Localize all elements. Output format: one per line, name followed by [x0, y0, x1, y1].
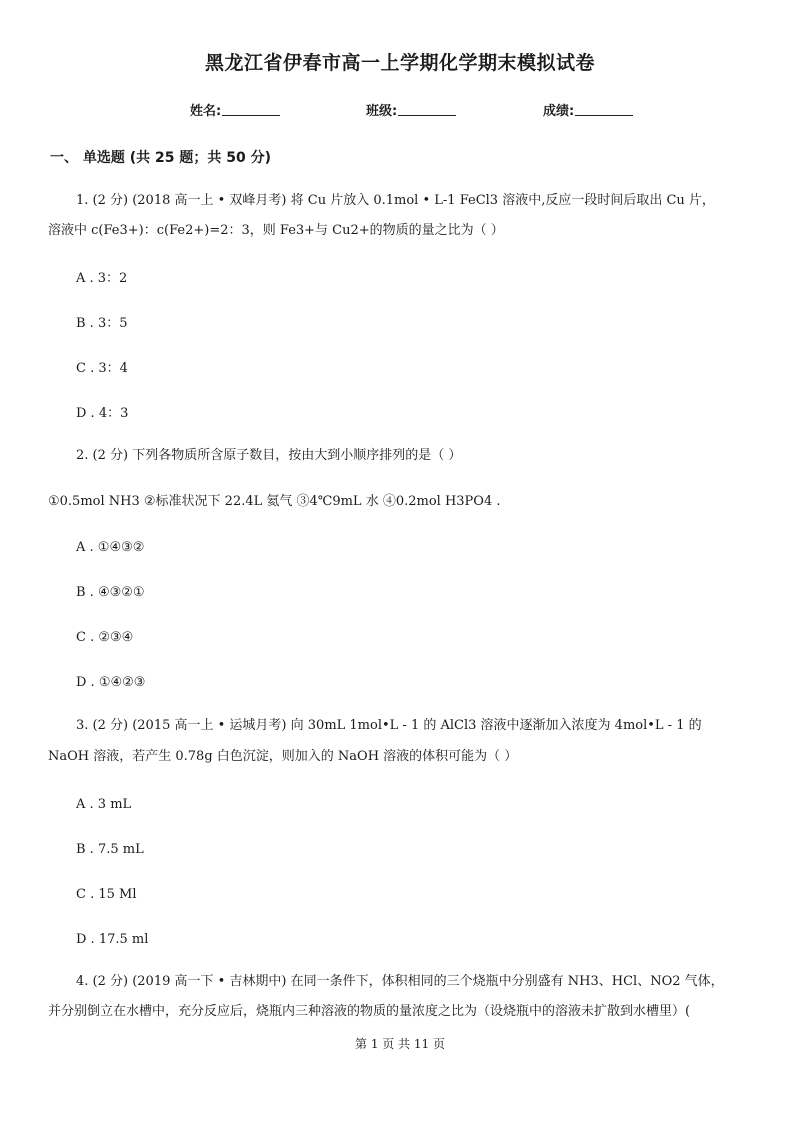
- score-field[interactable]: [543, 100, 633, 119]
- question-1-option-a[interactable]: A . 3：2: [76, 271, 128, 286]
- question-4-line-1: 4. (2 分) (2019 高一下 • 吉林期中) 在同一条件下，体积相同的三个烧瓶中分别盛有 NH3、HCl、NO2 气体，: [76, 974, 724, 989]
- question-1-option-c[interactable]: C . 3：4: [76, 361, 128, 376]
- name-blank[interactable]: [222, 103, 280, 116]
- question-2-option-b[interactable]: B . ④③②①: [76, 585, 145, 600]
- question-1-option-b[interactable]: B . 3：5: [76, 316, 128, 331]
- question-3-line-1: 3. (2 分) (2015 高一上 • 运城月考) 向 30mL 1mol•L - 1 的 AlCl3 溶液中逐渐加入浓度为 4mol•L - 1 的: [76, 718, 702, 733]
- name-field[interactable]: [190, 100, 280, 119]
- question-3-option-d[interactable]: D . 17.5 ml: [76, 932, 149, 947]
- page-title: 黑龙江省伊春市高一上学期化学期末模拟试卷: [204, 52, 595, 74]
- class-label: 班级:: [366, 104, 398, 119]
- question-2-line-2: ①0.5mol NH3 ②标准状况下 22.4L 氦气 ③4℃9mL 水 ④0.2mol H3PO4 .: [48, 494, 501, 509]
- question-2-line-1: 2. (2 分) 下列各物质所含原子数目，按由大到小顺序排列的是（ ）: [76, 448, 462, 463]
- question-3-option-c[interactable]: C . 15 Ml: [76, 887, 137, 902]
- question-2-option-a[interactable]: A . ①④③②: [76, 540, 145, 555]
- question-4-line-2: 并分别倒立在水槽中，充分反应后，烧瓶内三种溶液的物质的量浓度之比为（设烧瓶中的溶液未扩散到水槽里）(: [48, 1004, 691, 1019]
- question-2-option-d[interactable]: D . ①④②③: [76, 675, 146, 690]
- class-blank[interactable]: [398, 103, 456, 116]
- question-3-line-2: NaOH 溶液，若产生 0.78g 白色沉淀，则加入的 NaOH 溶液的体积可能为（ ）: [48, 749, 518, 764]
- score-label: 成绩:: [543, 104, 575, 119]
- section-heading: 一、 单选题 (共 25 题；共 50 分): [50, 150, 272, 166]
- question-3-option-b[interactable]: B . 7.5 mL: [76, 842, 144, 857]
- question-2-option-c[interactable]: C . ②③④: [76, 630, 134, 645]
- question-1-line-1: 1. (2 分) (2018 高一上 • 双峰月考) 将 Cu 片放入 0.1mol • L-1 FeCl3 溶液中,反应一段时间后取出 Cu 片，: [76, 193, 715, 208]
- name-label: 姓名:: [190, 104, 222, 119]
- question-1-option-d[interactable]: D . 4：3: [76, 406, 129, 421]
- question-3-option-a[interactable]: A . 3 mL: [76, 797, 132, 812]
- score-blank[interactable]: [575, 103, 633, 116]
- page-footer: 第 1 页 共 11 页: [355, 1037, 445, 1051]
- question-1-line-2: 溶液中 c(Fe3+)：c(Fe2+)=2：3，则 Fe3+与 Cu2+的物质的量之比为（ ）: [48, 223, 504, 238]
- class-field[interactable]: [366, 100, 456, 119]
